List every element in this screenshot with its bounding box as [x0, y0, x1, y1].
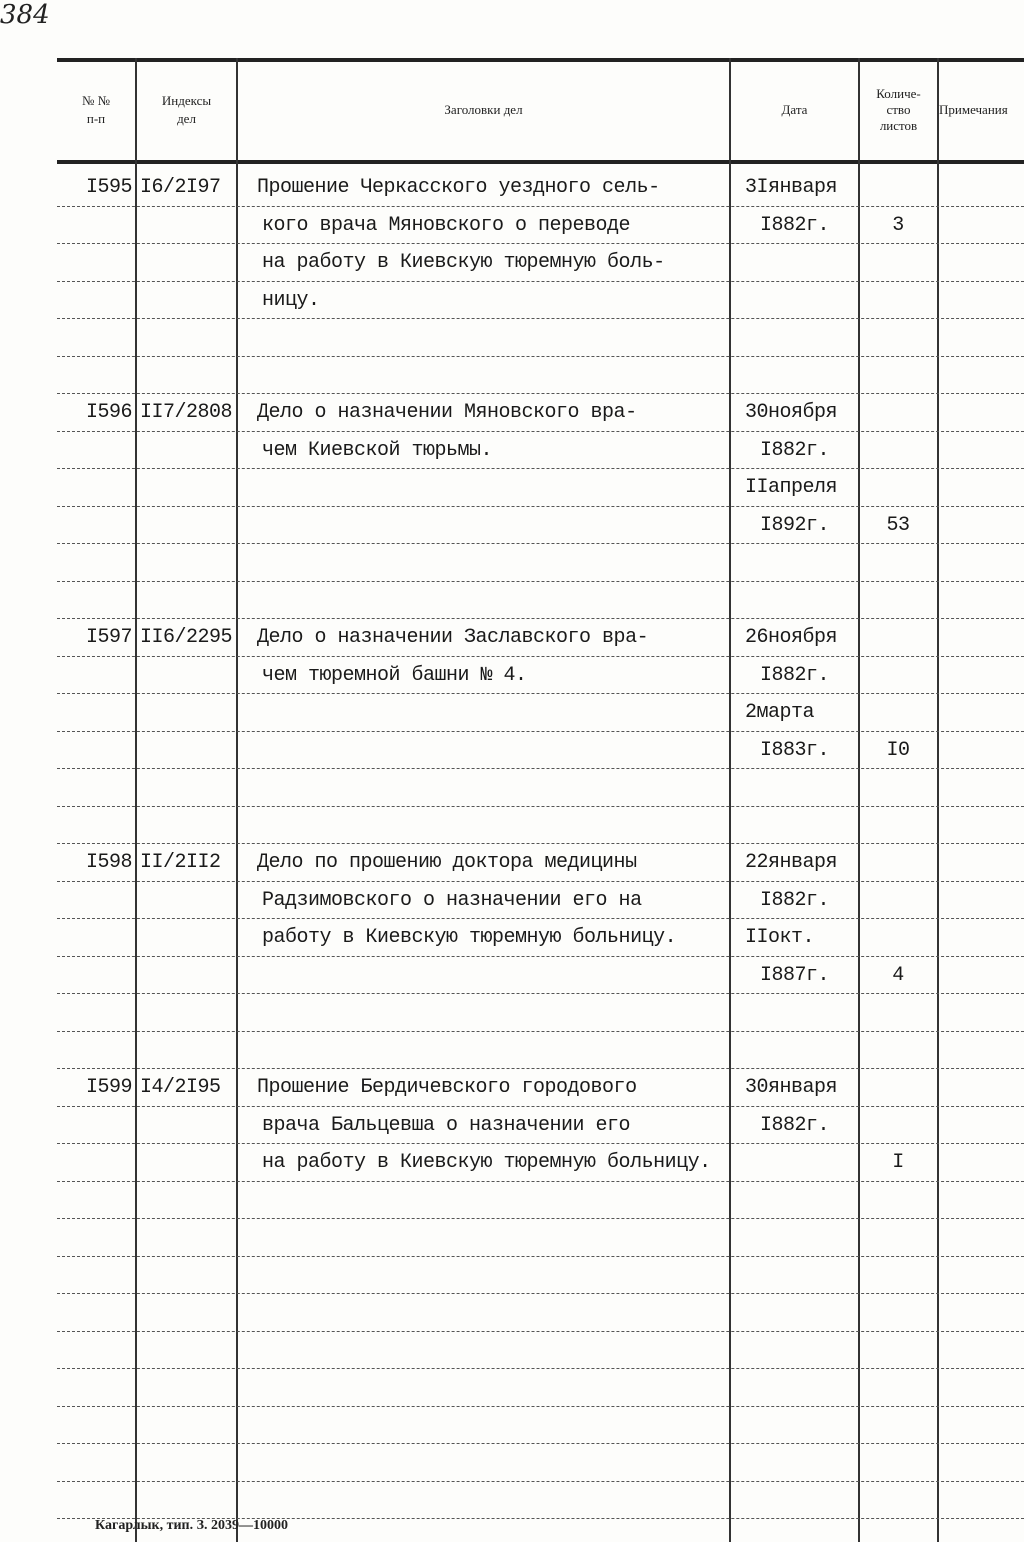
entry-date-line: 3Iянваря [745, 176, 838, 199]
entry-date-line: 30ноября [745, 401, 838, 424]
ruled-line [57, 1293, 1024, 1294]
entry-sheet-count: I [892, 1151, 904, 1174]
entry-date-line: I882г. [760, 438, 830, 462]
entry-sheet-count: 3 [892, 213, 904, 237]
entry-title-line: врача Бальцевша о назначении его [262, 1113, 631, 1137]
entry-date-line: I887г. [760, 963, 830, 987]
header-sheets-line2: ство [886, 102, 911, 117]
entry-date-line: IIапреля [745, 476, 838, 499]
entry-title-line: Радзимовского о назначении его на [262, 888, 642, 912]
ruled-line [57, 1406, 1024, 1407]
printer-imprint: Кагарлык, тип. З. 2039—10000 [95, 1518, 289, 1533]
header-notes-text: Примечания [939, 102, 1008, 117]
entry-date-line: I882г. [760, 213, 830, 237]
ruled-line [57, 618, 1024, 619]
ruled-line [57, 731, 1024, 732]
header-sheets-line3: листов [879, 118, 918, 133]
ruled-line [57, 431, 1024, 432]
ruled-line [57, 1256, 1024, 1257]
entry-number: I597 [85, 626, 132, 649]
header-title-text: Заголовки дел [444, 102, 523, 117]
ruled-line [57, 1368, 1024, 1369]
ruled-line [57, 656, 1024, 657]
header-number [57, 60, 135, 160]
entry-title-line: Прошение Бердичевского городового [257, 1076, 637, 1099]
entry-date-line: I882г. [760, 888, 830, 912]
ruled-line [57, 543, 1024, 544]
ruled-line [57, 1218, 1024, 1219]
entry-date-line: I892г. [760, 513, 830, 537]
entry-number: I598 [85, 851, 132, 874]
ruled-line [57, 956, 1024, 957]
entry-title-line: работу в Киевскую тюремную больницу. [262, 926, 677, 949]
ruled-line [57, 768, 1024, 769]
ruled-line [57, 581, 1024, 582]
entry-title-line: кого врача Мяновского о переводе [262, 213, 631, 237]
header-bottom-border [57, 160, 1024, 164]
ruled-line [57, 1106, 1024, 1107]
entry-date-line: 26ноября [745, 626, 838, 649]
ruled-line [57, 918, 1024, 919]
entry-date-line: I882г. [760, 663, 830, 687]
ruled-line [57, 393, 1024, 394]
header-index [137, 60, 236, 160]
entry-date-line: I882г. [760, 1113, 830, 1137]
entry-date-line: I883г. [760, 738, 830, 762]
entry-number: I596 [85, 401, 132, 424]
entry-title-line: чем Киевской тюрьмы. [262, 438, 493, 462]
entry-number: I595 [85, 176, 132, 199]
ruled-line [57, 468, 1024, 469]
entry-index: II/2II2 [140, 851, 221, 874]
ruled-line [57, 281, 1024, 282]
entry-sheet-count: 4 [892, 963, 904, 987]
ruled-line [57, 806, 1024, 807]
ruled-line [57, 1331, 1024, 1332]
entry-sheet-count: I0 [886, 738, 910, 762]
entry-title-line: ницу. [262, 288, 320, 312]
ruled-line [57, 206, 1024, 207]
ruled-line [57, 243, 1024, 244]
ruled-line [57, 993, 1024, 994]
header-number-line1: № № [81, 93, 111, 108]
entry-sheet-count: 53 [886, 513, 910, 537]
entry-number: I599 [85, 1076, 132, 1099]
ruled-line [57, 506, 1024, 507]
header-index-line1: Индексы [161, 93, 212, 108]
entry-date-line: 22января [745, 851, 838, 874]
ruled-line [57, 693, 1024, 694]
header-number-line2: п-п [86, 111, 106, 126]
header-sheets-line1: Количе- [876, 86, 921, 101]
ruled-line [57, 1443, 1024, 1444]
entry-date-line: 30января [745, 1076, 838, 1099]
entry-index: II6/2295 [140, 626, 233, 649]
entry-title-line: чем тюремной башни № 4. [262, 663, 527, 687]
ruled-line [57, 318, 1024, 319]
header-date-text: Дата [781, 102, 808, 117]
ruled-line [57, 1068, 1024, 1069]
page-number: 384 [0, 0, 50, 30]
header-date [731, 60, 858, 160]
ruled-line [57, 1181, 1024, 1182]
entry-title-line: на работу в Киевскую тюремную боль- [262, 251, 665, 274]
entry-index: II7/2808 [140, 401, 233, 424]
ruled-line [57, 1143, 1024, 1144]
entry-date-line: IIокт. [745, 926, 815, 949]
entry-title-line: Дело о назначении Заславского вра- [257, 626, 649, 649]
ruled-line [57, 881, 1024, 882]
entry-date-line: 2марта [745, 701, 815, 724]
header-sheets [860, 60, 937, 160]
entry-title-line: на работу в Киевскую тюремную больницу. [262, 1151, 711, 1174]
header-notes [939, 60, 1024, 160]
entry-index: I6/2I97 [140, 176, 221, 199]
header-index-line2: дел [177, 111, 196, 126]
entry-title-line: Прошение Черкасского уездного сель- [257, 176, 660, 199]
entry-title-line: Дело по прошению доктора медицины [257, 851, 637, 874]
ruled-line [57, 1481, 1024, 1482]
header-title [238, 60, 729, 160]
entry-title-line: Дело о назначении Мяновского вра- [257, 401, 637, 424]
ruled-line [57, 356, 1024, 357]
ruled-line [57, 843, 1024, 844]
entry-index: I4/2I95 [140, 1076, 221, 1099]
ruled-line [57, 1031, 1024, 1032]
